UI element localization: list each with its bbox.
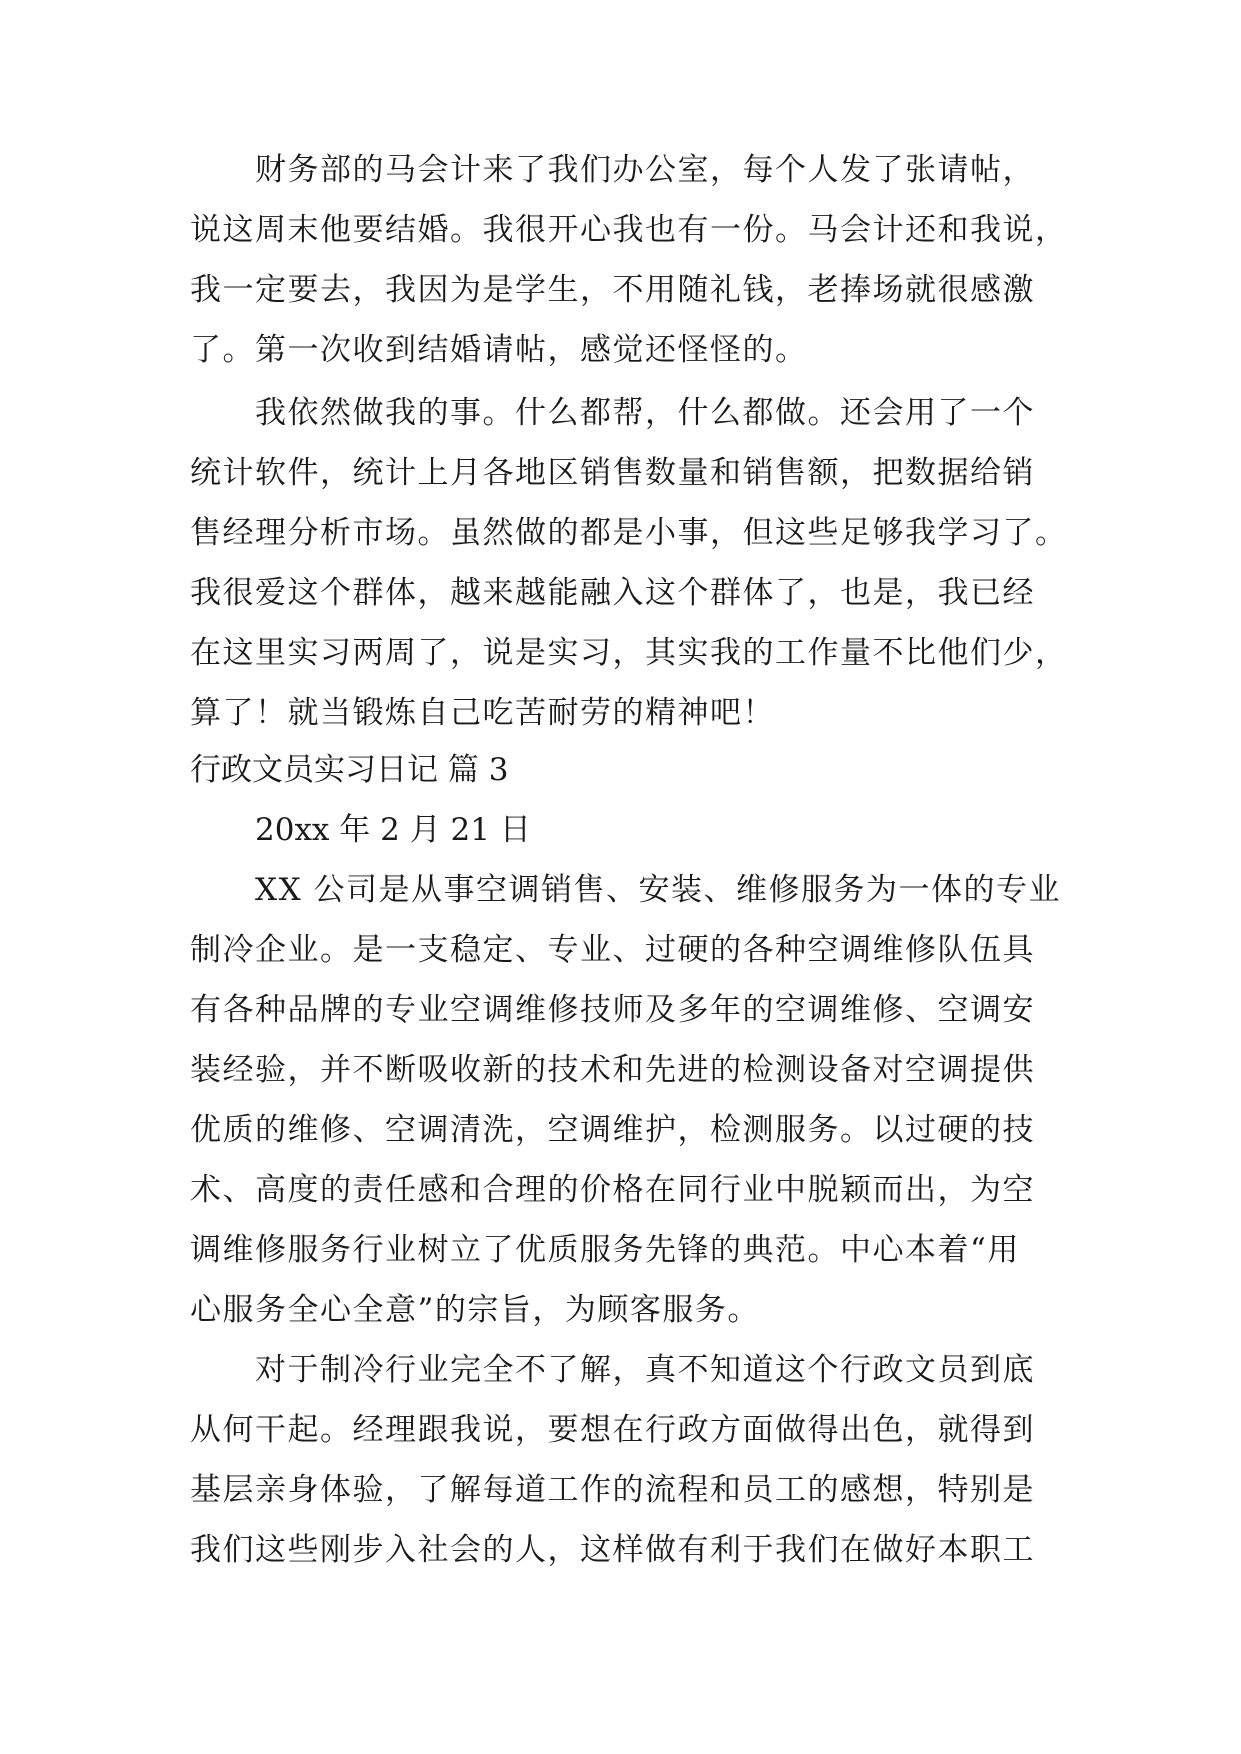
text-line: XX 公司是从事空调销售、安装、维修服务为一体的专业 bbox=[255, 872, 1061, 908]
text-line: 财务部的马会计来了我们办公室，每个人发了张请帖， bbox=[255, 152, 1035, 188]
text-line: 心服务全心全意”的宗旨，为顾客服务。 bbox=[190, 1292, 760, 1328]
text-line: 装经验，并不断吸收新的技术和先进的检测设备对空调提供 bbox=[190, 1052, 1035, 1088]
text-line: 对于制冷行业完全不了解，真不知道这个行政文员到底 bbox=[255, 1352, 1035, 1388]
text-line: 制冷企业。是一支稳定、专业、过硬的各种空调维修队伍具 bbox=[190, 932, 1035, 968]
text-line: 我依然做我的事。什么都帮，什么都做。还会用了一个 bbox=[255, 395, 1035, 431]
text-line: 我们这些刚步入社会的人，这样做有利于我们在做好本职工 bbox=[190, 1532, 1035, 1568]
text-line: 从何干起。经理跟我说，要想在行政方面做得出色，就得到 bbox=[190, 1412, 1035, 1448]
entry-date: 20xx 年 2 月 21 日 bbox=[255, 812, 531, 848]
text-line: 说这周末他要结婚。我很开心我也有一份。马会计还和我说， bbox=[190, 212, 1068, 248]
text-line: 算了！就当锻炼自己吃苦耐劳的精神吧！ bbox=[190, 695, 775, 731]
text-line: 售经理分析市场。虽然做的都是小事，但这些足够我学习了。 bbox=[190, 515, 1068, 551]
text-line: 调维修服务行业树立了优质服务先锋的典范。中心本着“用 bbox=[190, 1232, 1020, 1268]
text-line: 基层亲身体验，了解每道工作的流程和员工的感想，特别是 bbox=[190, 1472, 1035, 1508]
text-line: 我一定要去，我因为是学生，不用随礼钱，老捧场就很感激 bbox=[190, 272, 1035, 308]
text-line: 在这里实习两周了，说是实习，其实我的工作量不比他们少， bbox=[190, 635, 1068, 671]
text-line: 优质的维修、空调清洗，空调维护，检测服务。以过硬的技 bbox=[190, 1112, 1035, 1148]
text-line: 有各种品牌的专业空调维修技师及多年的空调维修、空调安 bbox=[190, 992, 1035, 1028]
section-heading: 行政文员实习日记 篇 3 bbox=[190, 752, 509, 788]
text-line: 了。第一次收到结婚请帖，感觉还怪怪的。 bbox=[190, 332, 808, 368]
text-line: 统计软件，统计上月各地区销售数量和销售额，把数据给销 bbox=[190, 455, 1035, 491]
text-line: 我很爱这个群体，越来越能融入这个群体了，也是，我已经 bbox=[190, 575, 1035, 611]
text-line: 术、高度的责任感和合理的价格在同行业中脱颖而出，为空 bbox=[190, 1172, 1035, 1208]
